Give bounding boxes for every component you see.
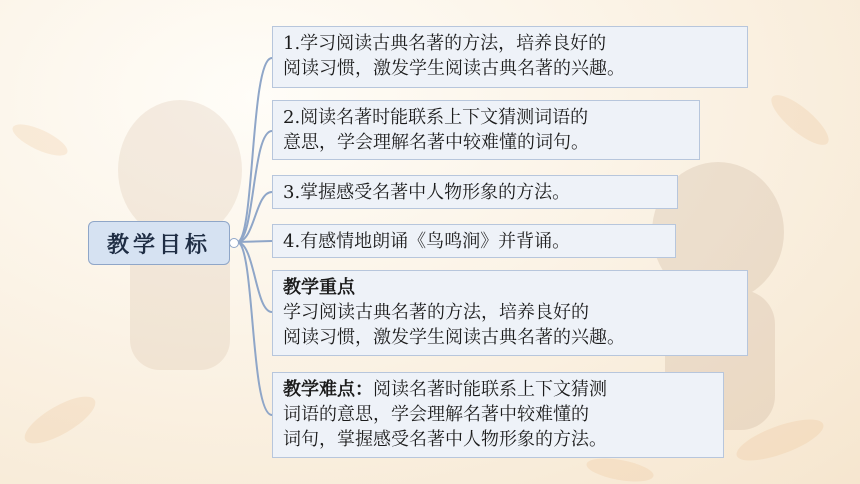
- goal-3-line-1: 3.掌握感受名著中人物形象的方法。: [283, 182, 571, 203]
- connector-1: [237, 58, 272, 242]
- connector-6: [237, 242, 272, 415]
- difficulties-line-2: 词语的意思，学会理解名著中较难懂的: [283, 404, 589, 425]
- difficulties-line-3: 词句，掌握感受名著中人物形象的方法。: [283, 429, 607, 450]
- goal-2-line-2: 意思，学会理解名著中较难懂的词句。: [283, 132, 589, 153]
- key-points-node: [272, 270, 748, 356]
- goal-node-3: [272, 175, 678, 209]
- key-points-line-1: 学习阅读古典名著的方法，培养良好的: [283, 302, 589, 323]
- goal-node-1: [272, 26, 748, 88]
- key-points-line-2: 阅读习惯，激发学生阅读古典名著的兴趣。: [283, 327, 625, 348]
- goal-node-4: [272, 224, 676, 258]
- difficulties-first-line-rest: 阅读名著时能联系上下文猜测: [373, 379, 607, 400]
- goal-4-line-1: 4.有感情地朗诵《鸟鸣涧》并背诵。: [283, 231, 571, 252]
- goal-2-line-1: 2.阅读名著时能联系上下文猜测词语的: [283, 107, 589, 128]
- goal-1-line-2: 阅读习惯，激发学生阅读古典名著的兴趣。: [283, 58, 625, 79]
- root-node-teaching-goals: [88, 221, 230, 265]
- collapse-toggle-dot[interactable]: [229, 238, 239, 248]
- difficulties-heading: 教学难点：: [283, 379, 373, 400]
- connector-5: [237, 242, 272, 312]
- goal-1-line-1: 1.学习阅读古典名著的方法，培养良好的: [283, 33, 607, 54]
- difficulties-node: [272, 372, 724, 458]
- connector-4: [237, 241, 272, 242]
- root-label: 教学目标: [106, 231, 211, 258]
- key-points-heading: 教学重点: [283, 277, 355, 298]
- difficulties-first-line: [283, 377, 715, 402]
- connector-2: [237, 131, 272, 242]
- goal-node-2: [272, 100, 700, 160]
